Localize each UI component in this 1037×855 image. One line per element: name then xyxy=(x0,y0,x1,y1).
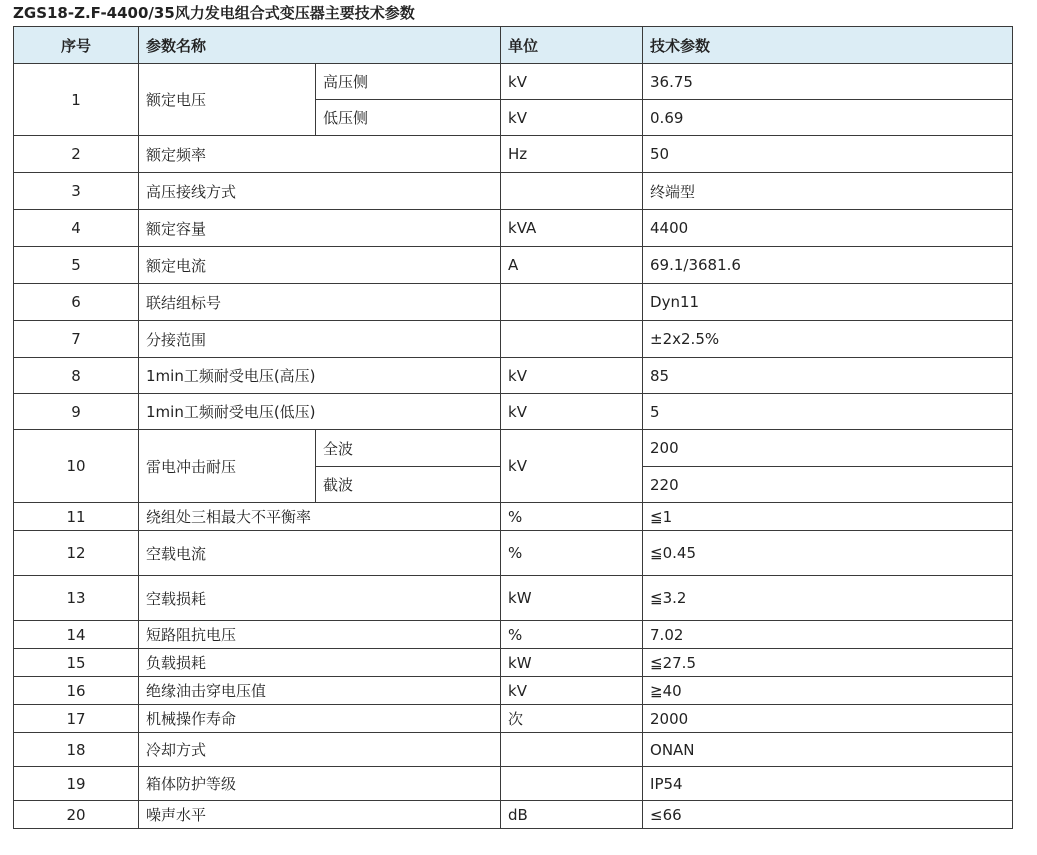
row-no: 12 xyxy=(14,531,139,576)
header-row xyxy=(14,27,1013,64)
table-row xyxy=(14,767,1013,801)
header-name: 参数名称 xyxy=(139,27,501,64)
row-unit: dB xyxy=(501,801,643,829)
row-no: 20 xyxy=(14,801,139,829)
row-unit: % xyxy=(501,503,643,531)
spec-table xyxy=(13,26,1013,829)
row-sub: 低压侧 xyxy=(316,100,501,136)
row-unit: kV xyxy=(501,430,643,503)
row-unit: kV xyxy=(501,358,643,394)
row-unit: kVA xyxy=(501,210,643,247)
table-row xyxy=(14,247,1013,284)
row-no: 15 xyxy=(14,649,139,677)
row-value: 0.69 xyxy=(643,100,1013,136)
row-name: 负载损耗 xyxy=(139,649,501,677)
row-unit: kV xyxy=(501,677,643,705)
row-name: 短路阻抗电压 xyxy=(139,621,501,649)
row-unit xyxy=(501,321,643,358)
table-row xyxy=(14,210,1013,247)
row-name: 噪声水平 xyxy=(139,801,501,829)
row-value: ≦27.5 xyxy=(643,649,1013,677)
row-name: 高压接线方式 xyxy=(139,173,501,210)
row-unit xyxy=(501,173,643,210)
table-row xyxy=(14,801,1013,829)
row-unit: Hz xyxy=(501,136,643,173)
row-no: 11 xyxy=(14,503,139,531)
row-no: 6 xyxy=(14,284,139,321)
row-unit xyxy=(501,767,643,801)
row-no: 4 xyxy=(14,210,139,247)
row-value: IP54 xyxy=(643,767,1013,801)
row-unit xyxy=(501,733,643,767)
header-spec: 技术参数 xyxy=(643,27,1013,64)
row-unit: kV xyxy=(501,100,643,136)
row-name: 空载损耗 xyxy=(139,576,501,621)
row-value: ≧40 xyxy=(643,677,1013,705)
row-name: 联结组标号 xyxy=(139,284,501,321)
row-unit: 次 xyxy=(501,705,643,733)
row-no: 2 xyxy=(14,136,139,173)
row-unit xyxy=(501,284,643,321)
row-value: 85 xyxy=(643,358,1013,394)
row-no: 18 xyxy=(14,733,139,767)
row-no: 5 xyxy=(14,247,139,284)
table-row xyxy=(14,649,1013,677)
row-value: 终端型 xyxy=(643,173,1013,210)
table-row xyxy=(14,503,1013,531)
table-row xyxy=(14,531,1013,576)
row-name: 箱体防护等级 xyxy=(139,767,501,801)
header-unit: 单位 xyxy=(501,27,643,64)
row-unit: kV xyxy=(501,64,643,100)
row-unit: A xyxy=(501,247,643,284)
row-name: 绕组处三相最大不平衡率 xyxy=(139,503,501,531)
row-value: ±2x2.5% xyxy=(643,321,1013,358)
row-no: 13 xyxy=(14,576,139,621)
row-value: Dyn11 xyxy=(643,284,1013,321)
row-name: 额定电压 xyxy=(139,64,316,136)
header-no: 序号 xyxy=(14,27,139,64)
row-unit: kV xyxy=(501,394,643,430)
row-name: 空载电流 xyxy=(139,531,501,576)
row-value: 7.02 xyxy=(643,621,1013,649)
table-row xyxy=(14,621,1013,649)
row-value: 36.75 xyxy=(643,64,1013,100)
row-name: 分接范围 xyxy=(139,321,501,358)
row-no: 7 xyxy=(14,321,139,358)
row-value: ≤66 xyxy=(643,801,1013,829)
row-value: 220 xyxy=(643,467,1013,503)
table-row xyxy=(14,394,1013,430)
table-row xyxy=(14,173,1013,210)
row-no: 3 xyxy=(14,173,139,210)
row-value: 200 xyxy=(643,430,1013,467)
row-unit: % xyxy=(501,621,643,649)
row-value: ≦0.45 xyxy=(643,531,1013,576)
row-no: 9 xyxy=(14,394,139,430)
row-sub: 全波 xyxy=(316,430,501,467)
table-row xyxy=(14,430,1013,467)
row-no: 16 xyxy=(14,677,139,705)
row-sub: 截波 xyxy=(316,467,501,503)
row-no: 8 xyxy=(14,358,139,394)
row-value: 69.1/3681.6 xyxy=(643,247,1013,284)
table-row xyxy=(14,284,1013,321)
row-name: 1min工频耐受电压(低压) xyxy=(139,394,501,430)
row-sub: 高压侧 xyxy=(316,64,501,100)
row-value: 4400 xyxy=(643,210,1013,247)
table-row xyxy=(14,733,1013,767)
row-value: ONAN xyxy=(643,733,1013,767)
row-name: 1min工频耐受电压(高压) xyxy=(139,358,501,394)
row-name: 雷电冲击耐压 xyxy=(139,430,316,503)
row-value: ≦1 xyxy=(643,503,1013,531)
row-value: ≦3.2 xyxy=(643,576,1013,621)
table-row xyxy=(14,136,1013,173)
row-unit: kW xyxy=(501,576,643,621)
row-value: 5 xyxy=(643,394,1013,430)
row-value: 2000 xyxy=(643,705,1013,733)
table-row xyxy=(14,64,1013,100)
row-name: 冷却方式 xyxy=(139,733,501,767)
row-no: 14 xyxy=(14,621,139,649)
row-unit: kW xyxy=(501,649,643,677)
table-row xyxy=(14,576,1013,621)
table-row xyxy=(14,321,1013,358)
table-row xyxy=(14,705,1013,733)
table-row xyxy=(14,677,1013,705)
row-no: 1 xyxy=(14,64,139,136)
table-title: ZGS18-Z.F-4400/35风力发电组合式变压器主要技术参数 xyxy=(13,4,415,22)
row-no: 17 xyxy=(14,705,139,733)
row-name: 额定容量 xyxy=(139,210,501,247)
row-value: 50 xyxy=(643,136,1013,173)
row-name: 机械操作寿命 xyxy=(139,705,501,733)
row-name: 额定频率 xyxy=(139,136,501,173)
row-no: 10 xyxy=(14,430,139,503)
row-name: 绝缘油击穿电压值 xyxy=(139,677,501,705)
row-name: 额定电流 xyxy=(139,247,501,284)
row-unit: % xyxy=(501,531,643,576)
row-no: 19 xyxy=(14,767,139,801)
table-row xyxy=(14,358,1013,394)
